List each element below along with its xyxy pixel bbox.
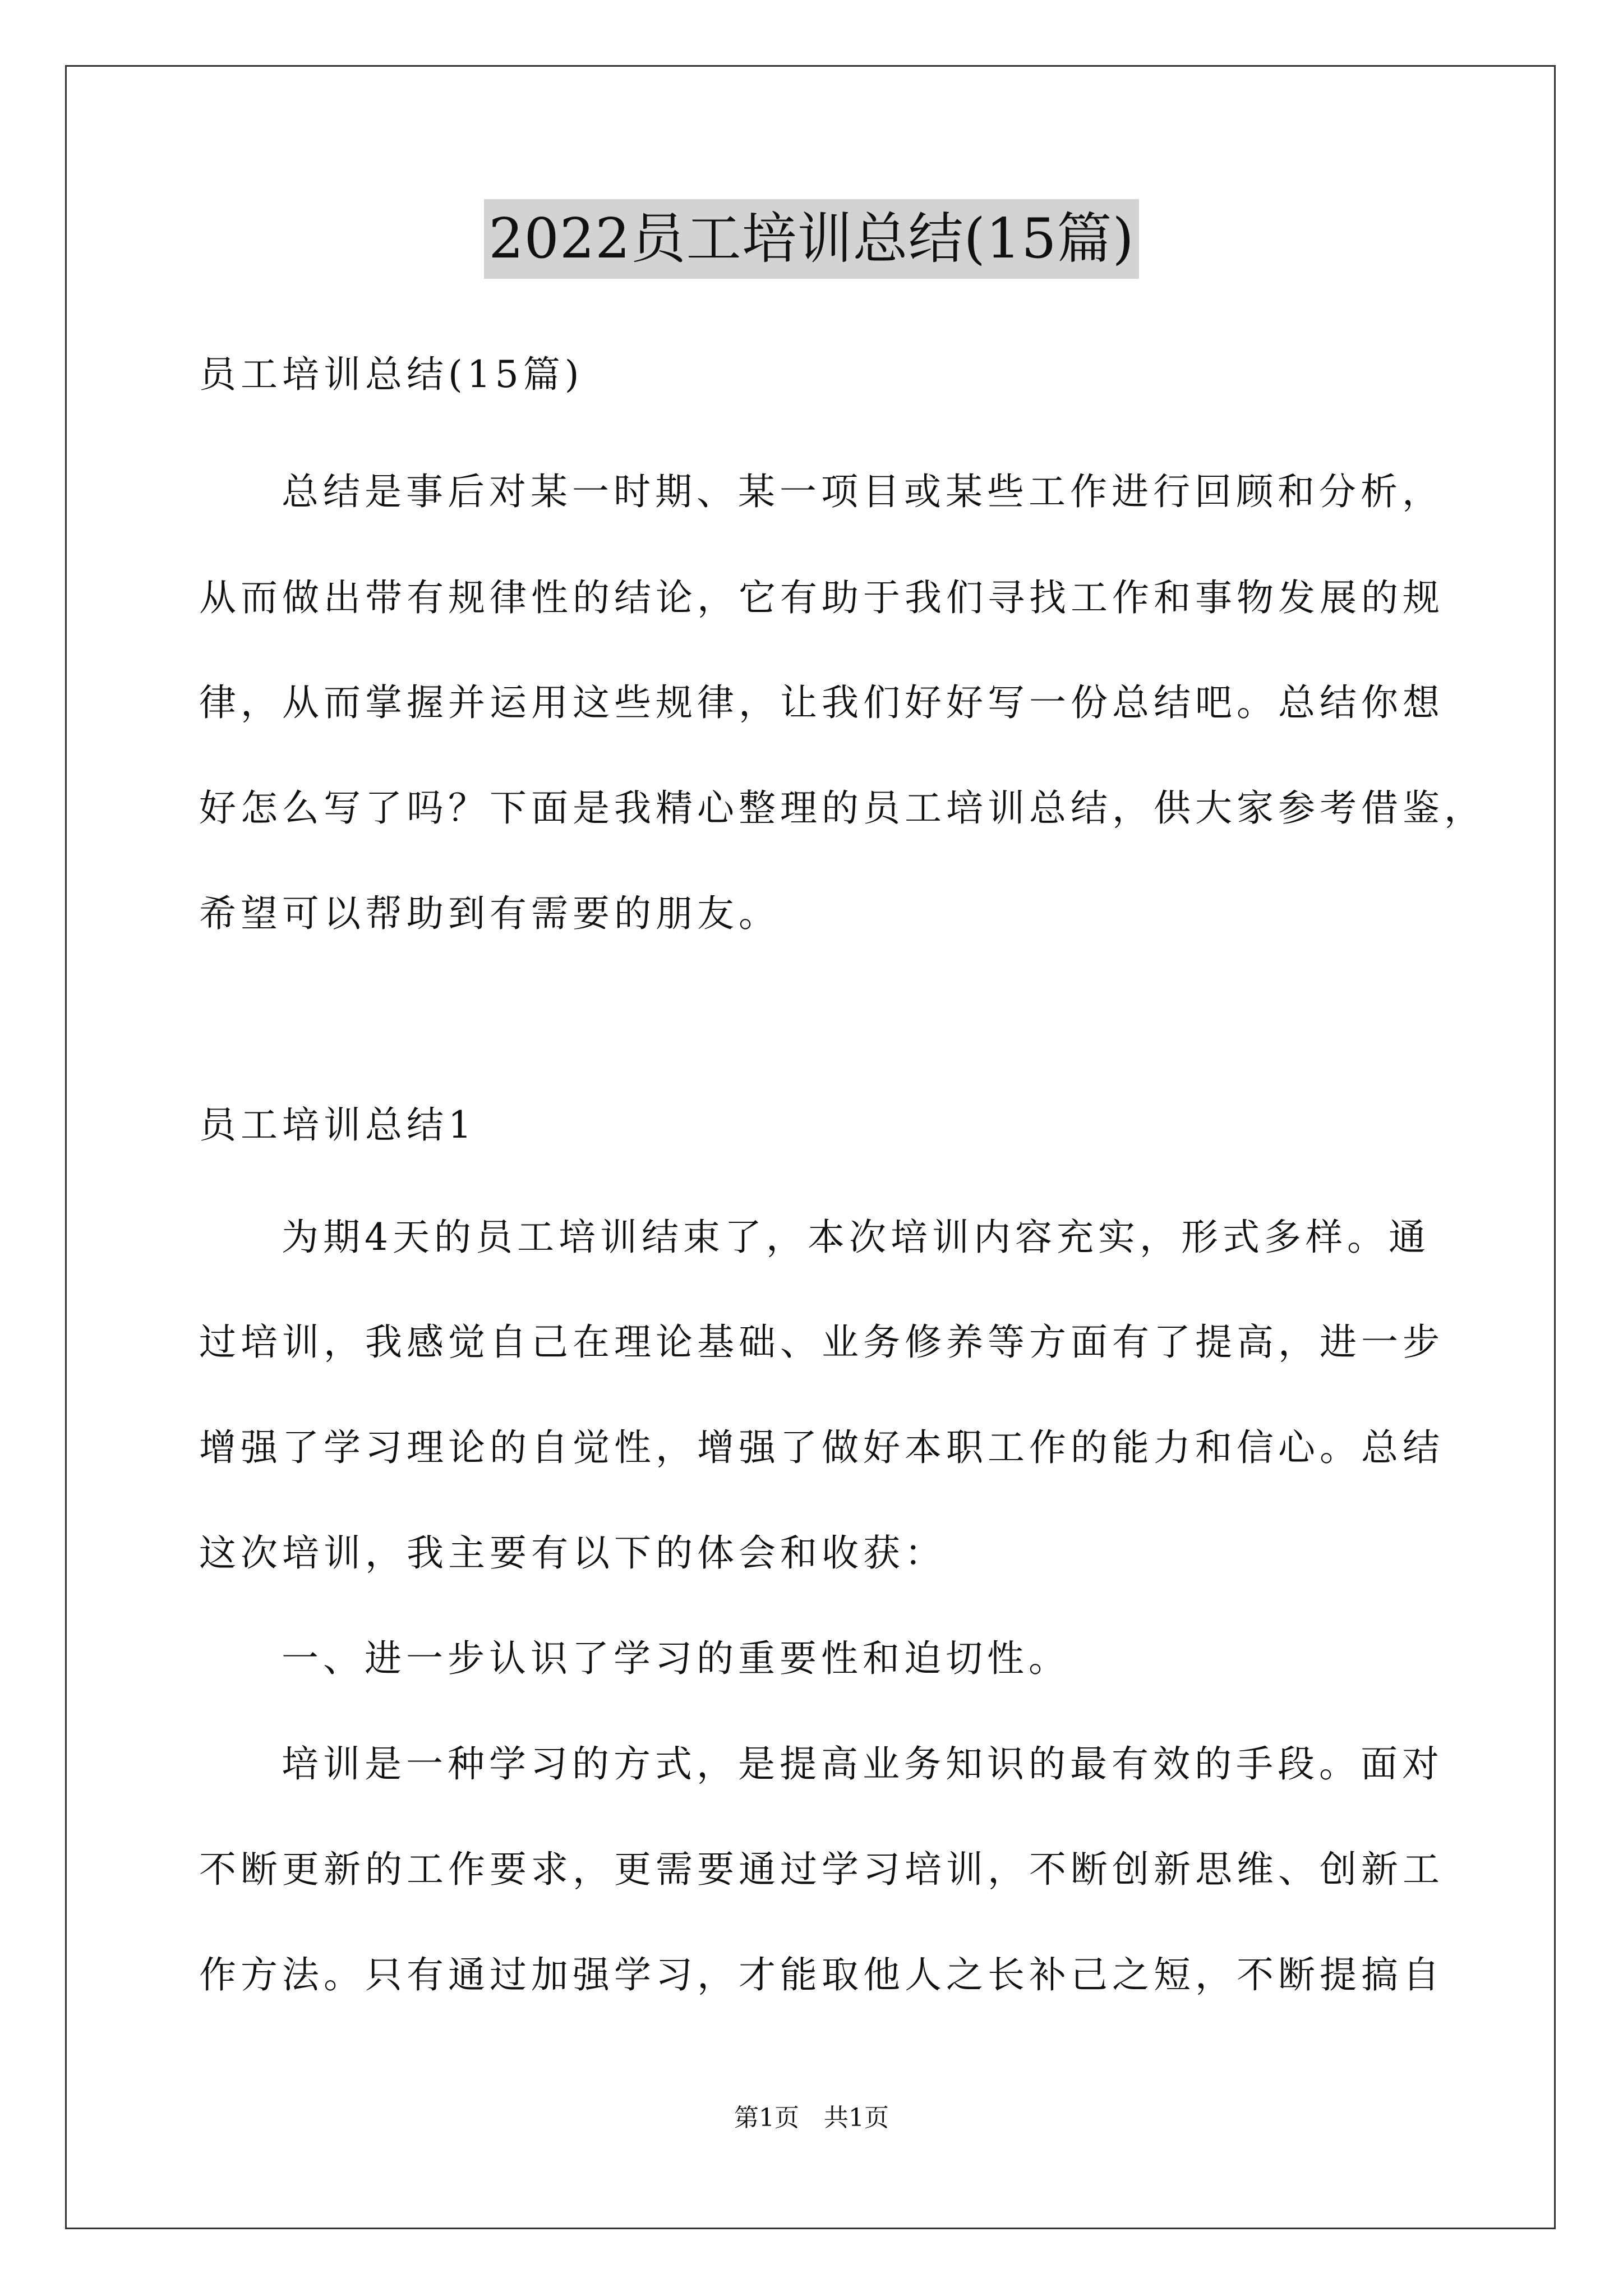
intro-line: 律，从而掌握并运用这些规律，让我们好好写一份总结吧。总结你想 (199, 681, 1444, 724)
section-paragraph-line: 过培训，我感觉自己在理论基础、业务修养等方面有了提高，进一步 (199, 1320, 1444, 1364)
section-paragraph-line: 这次培训，我主要有以下的体会和收获： (199, 1531, 946, 1575)
point-paragraph-line: 培训是一种学习的方式，是提高业务知识的最有效的手段。面对 (282, 1742, 1444, 1786)
point-heading: 一、进一步认识了学习的重要性和迫切性。 (282, 1637, 1070, 1680)
intro-line: 从而做出带有规律性的结论，它有助于我们寻找工作和事物发展的规 (199, 576, 1444, 619)
section-paragraph-line: 为期4天的员工培训结束了，本次培训内容充实，形式多样。通 (282, 1216, 1430, 1259)
intro-line: 希望可以帮助到有需要的朋友。 (199, 892, 780, 935)
intro-line: 好怎么写了吗？下面是我精心整理的员工培训总结，供大家参考借鉴， (199, 786, 1486, 830)
title-container (0, 199, 1623, 279)
section-heading: 员工培训总结1 (199, 1103, 476, 1147)
document-subtitle: 员工培训总结(15篇) (199, 353, 584, 396)
intro-line: 总结是事后对某一时期、某一项目或某些工作进行回顾和分析， (282, 470, 1444, 513)
document-title: 2022员工培训总结(15篇) (484, 199, 1139, 279)
point-paragraph-line: 作方法。只有通过加强学习，才能取他人之长补己之短，不断提搞自 (199, 1953, 1444, 1996)
page-indicator: 第1页 共1页 (734, 2104, 889, 2132)
page-footer (0, 2101, 1623, 2135)
point-paragraph-line: 不断更新的工作要求，更需要通过学习培训，不断创新思维、创新工 (199, 1848, 1444, 1891)
section-paragraph-line: 增强了学习理论的自觉性，增强了做好本职工作的能力和信心。总结 (199, 1426, 1444, 1469)
